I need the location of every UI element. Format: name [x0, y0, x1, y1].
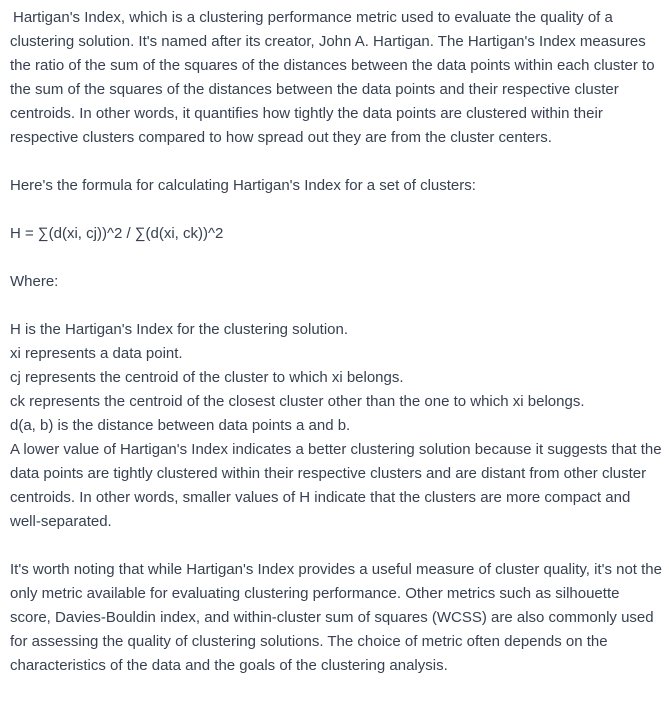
formula: H = ∑(d(xi, cj))^2 / ∑(d(xi, ck))^2	[10, 225, 224, 242]
formula-intro: Here's the formula for calculating Hartigan's Index for a set of clusters:	[10, 177, 476, 194]
definition-item: xi represents a data point.	[10, 345, 183, 362]
spacer	[10, 294, 663, 318]
spacer	[10, 246, 663, 270]
spacer	[10, 198, 663, 222]
definition-item: d(a, b) is the distance between data points a and b.	[10, 417, 351, 434]
definition-item: cj represents the centroid of the cluster to which xi belongs.	[10, 369, 404, 386]
definition-item: H is the Hartigan's Index for the clustering solution.	[10, 321, 349, 338]
where-label: Where:	[10, 273, 59, 290]
interpretation-paragraph: A lower value of Hartigan's Index indicates a better clustering solution because it suggests that the data points are tightly clustered within their respective clusters and are distant from other cluster centroids. In other words, smaller values of H indicate that the clusters are more compact and well-separated.	[10, 441, 662, 530]
intro-paragraph: Hartigan's Index, which is a clustering performance metric used to evaluate the quality of a clustering solution. It's named after its creator, John A. Hartigan. The Hartigan's Index measures the ratio of the sum of the squares of the distances between the data points within each cluster to the sum of the squares of the distances between the data points and their respective cluster centroids. In other words, it quantifies how tightly the data points are clustered within their respective clusters compared to how spread out they are from the cluster centers.	[10, 9, 655, 146]
closing-paragraph: It's worth noting that while Hartigan's Index provides a useful measure of cluster quality, it's not the only metric available for evaluating clustering performance. Other metrics such as silhouette score, Davies-Bouldin index, and within-cluster sum of squares (WCSS) are also commonly used for assessing the quality of clustering solutions. The choice of metric often depends on the characteristics of the data and the goals of the clustering analysis.	[10, 561, 662, 674]
spacer	[10, 150, 663, 174]
definition-item: ck represents the centroid of the closest cluster other than the one to which xi belongs.	[10, 393, 585, 410]
spacer	[10, 534, 663, 558]
definitions-list	[10, 318, 663, 438]
